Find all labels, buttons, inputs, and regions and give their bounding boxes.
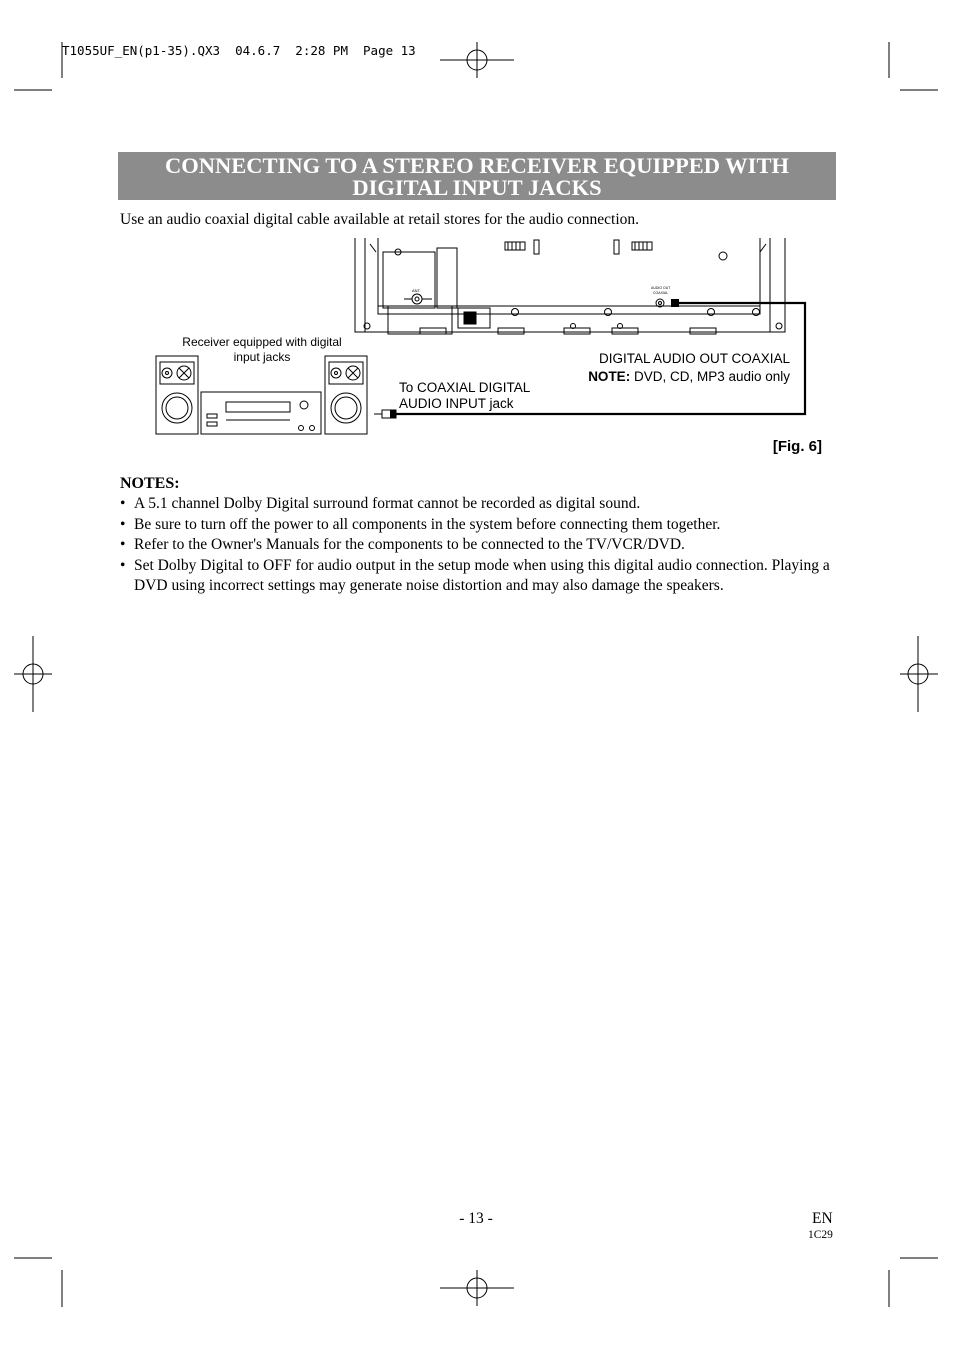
coaxial-input-line-2: AUDIO INPUT jack — [399, 396, 514, 411]
audio-out-jack-label-2: COAXIAL — [653, 291, 669, 295]
intro-text: Use an audio coaxial digital cable available at retail stores for the audio connection. — [120, 211, 640, 228]
note-prefix: NOTE: — [588, 369, 631, 384]
note-item: • Set Dolby Digital to OFF for audio output in the setup mode when using this digital audio connection. Playing a DVD using incorrect settings may generate noise distortion and may also damage the speakers. — [120, 556, 840, 597]
note-item: • A 5.1 channel Dolby Digital surround format cannot be recorded as digital sound. — [120, 494, 840, 515]
note-item: • Refer to the Owner's Manuals for the components to be connected to the TV/VCR/DVD. — [120, 535, 840, 556]
audio-out-jack-label-1: AUDIO OUT — [651, 286, 671, 290]
print-slug: T1055UF_EN(p1-35).QX3 04.6.7 2:28 PM Page 13 — [62, 43, 416, 58]
section-title-line-1: CONNECTING TO A STEREO RECEIVER EQUIPPED WITH — [165, 153, 789, 178]
notes-title: NOTES: — [120, 475, 180, 492]
ant-jack-label: ANT. — [412, 288, 421, 293]
figure-caption: [Fig. 6] — [772, 438, 822, 455]
coaxial-input-line-1: To COAXIAL DIGITAL — [399, 380, 531, 395]
receiver-label-line-2: input jacks — [233, 350, 291, 364]
page-number: - 13 - — [459, 1210, 493, 1227]
section-title-line-2: DIGITAL INPUT JACKS — [352, 175, 602, 200]
receiver-label-line-1: Receiver equipped with digital — [182, 335, 342, 349]
digital-audio-out-note — [572, 368, 790, 386]
document-code: 1C29 — [808, 1229, 833, 1241]
language-code: EN — [812, 1210, 833, 1227]
notes-list — [120, 494, 840, 597]
note-item: • Be sure to turn off the power to all components in the system before connecting them together. — [120, 515, 840, 536]
receiver-label — [176, 335, 348, 365]
digital-audio-out-title: DIGITAL AUDIO OUT COAXIAL — [598, 351, 790, 366]
digital-audio-out-label — [572, 350, 790, 386]
coaxial-input-label — [399, 380, 530, 412]
section-title — [118, 152, 836, 200]
note-text: DVD, CD, MP3 audio only — [630, 369, 790, 384]
